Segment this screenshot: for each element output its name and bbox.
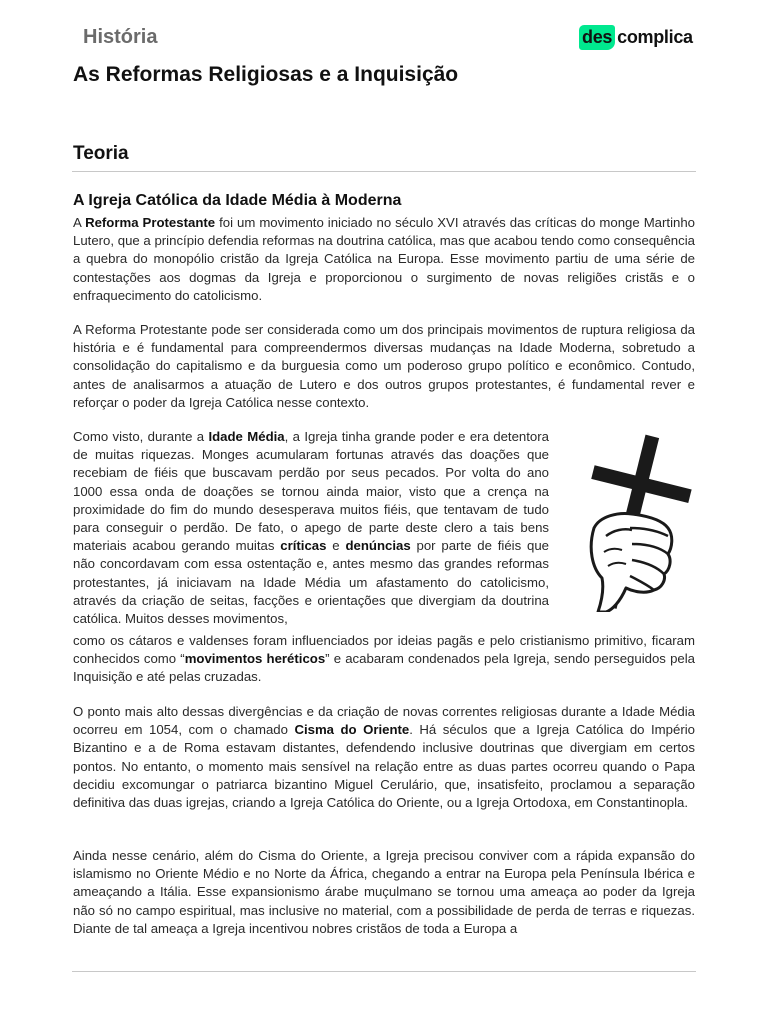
- paragraph-5: Ainda nesse cenário, além do Cisma do Oriente, a Igreja precisou conviver com a rápida expansão do islamismo no Oriente Médio e no Norte da África, chegando a entrar na Europa pela Península Ibérica e ameaçando a Itália. Esse expansionismo árabe muçulmano se tornou uma ameaça ao poder da Igreja não só no campo espiritual, mas inclusive no material, com a possibilidade de perda de terras e riquezas. Diante de tal ameaça a Igreja incentivou nobres cristãos de toda a Europa a: [73, 848, 695, 936]
- paragraph-3a: Como visto, durante a Idade Média, a Igreja tinha grande poder e era detentora de muitas riquezas. Monges acumularam fortunas através das doações que recebiam de fiéis que buscavam perdão por seus pecados. Por volta do ano 1000 essa onda de doações se tornou ainda maior, visto que a crença na proximidade do fim do mundo desesperava muitos fiéis, que tentavam de tudo para conseguir o perdão. De fato, o apego de parte deste clero a tais bens materiais acabou gerando muitas críticas e denúncias por parte de fiéis que não concordavam com essa ostentação e, antes mesmo das grandes reformas protestantes, já iniciavam na Idade Média um afastamento do catolicismo, através da criação de seitas, facções e orientações que divergiam da doutrina católica. Muitos desses movimentos,: [73, 429, 549, 627]
- term-idade-media: Idade Média: [208, 429, 285, 444]
- footer-divider: [72, 971, 696, 972]
- page-title: As Reformas Religiosas e a Inquisição: [73, 63, 459, 86]
- paragraph-3b: como os cátaros e valdenses foram influenciados por ideias pagãs e pelo cristianismo primitivo, ficaram conhecidos como “movimentos heréticos” e acabaram condenados pela Igreja, sendo perseguidos pela Inquisição e até pelas cruzadas.: [73, 633, 695, 685]
- descomplica-logo: [579, 22, 693, 52]
- hand-holding-cross-icon: [570, 432, 694, 612]
- logo-text: complica: [617, 26, 693, 47]
- term-denuncias: denúncias: [345, 538, 411, 554]
- section-title: Teoria: [73, 143, 129, 164]
- paragraph-4: O ponto mais alto dessas divergências e da criação de novas correntes religiosas durante a Idade Média ocorreu em 1054, com o chamado Cisma do Oriente. Há séculos que a Igreja Católica do Império Bizantino e a de Roma estavam distantes, defendendo inclusive doutrinas que divergiam em certos pontos. No entanto, o momento mais sensível na relação entre as duas partes ocorreu quando o Papa decidiu excomungar o patriarca bizantino Miguel Cerulário, que, insatisfeito, proclamou a separação definitiva das duas igrejas, criando a Igreja Católica do Oriente, ou a Igreja Ortodoxa, em Constantinopla.: [73, 704, 695, 811]
- paragraph-2: A Reforma Protestante pode ser considerada como um dos principais movimentos de ruptura religiosa da história e é fundamental para compreendermos diversas mudanças na Idade Moderna, sobretudo a consolidação do capitalismo e da burguesia como um poderoso grupo político e econômico. Contudo, antes de analisarmos a atuação de Lutero e dos outros grupos protestantes, é fundamental rever e reforçar o poder da Igreja Católica nesse contexto.: [73, 322, 695, 410]
- term-reforma-protestante: Reforma Protestante: [85, 215, 216, 230]
- term-cisma-do-oriente: Cisma do Oriente: [294, 722, 410, 738]
- subject-label: História: [83, 26, 158, 48]
- term-criticas: críticas: [280, 538, 327, 554]
- logo-badge: des: [579, 25, 615, 50]
- term-movimentos-hereticos: movimentos heréticos: [184, 651, 326, 667]
- paragraph-1: A Reforma Protestante foi um movimento iniciado no século XVI através das críticas do monge Martinho Lutero, que a princípio defendia reformas na doutrina católica, mas que acabou tendo como consequência a quebra do monopólio cristão da Igreja Católica na Europa. Esse movimento partiu de uma série de contestações aos dogmas da Igreja e proporcionou o surgimento de novas religiões cristãs e o enfraquecimento do catolicismo.: [73, 215, 696, 303]
- subsection-title: A Igreja Católica da Idade Média à Moderna: [73, 192, 402, 209]
- section-divider: [72, 171, 696, 172]
